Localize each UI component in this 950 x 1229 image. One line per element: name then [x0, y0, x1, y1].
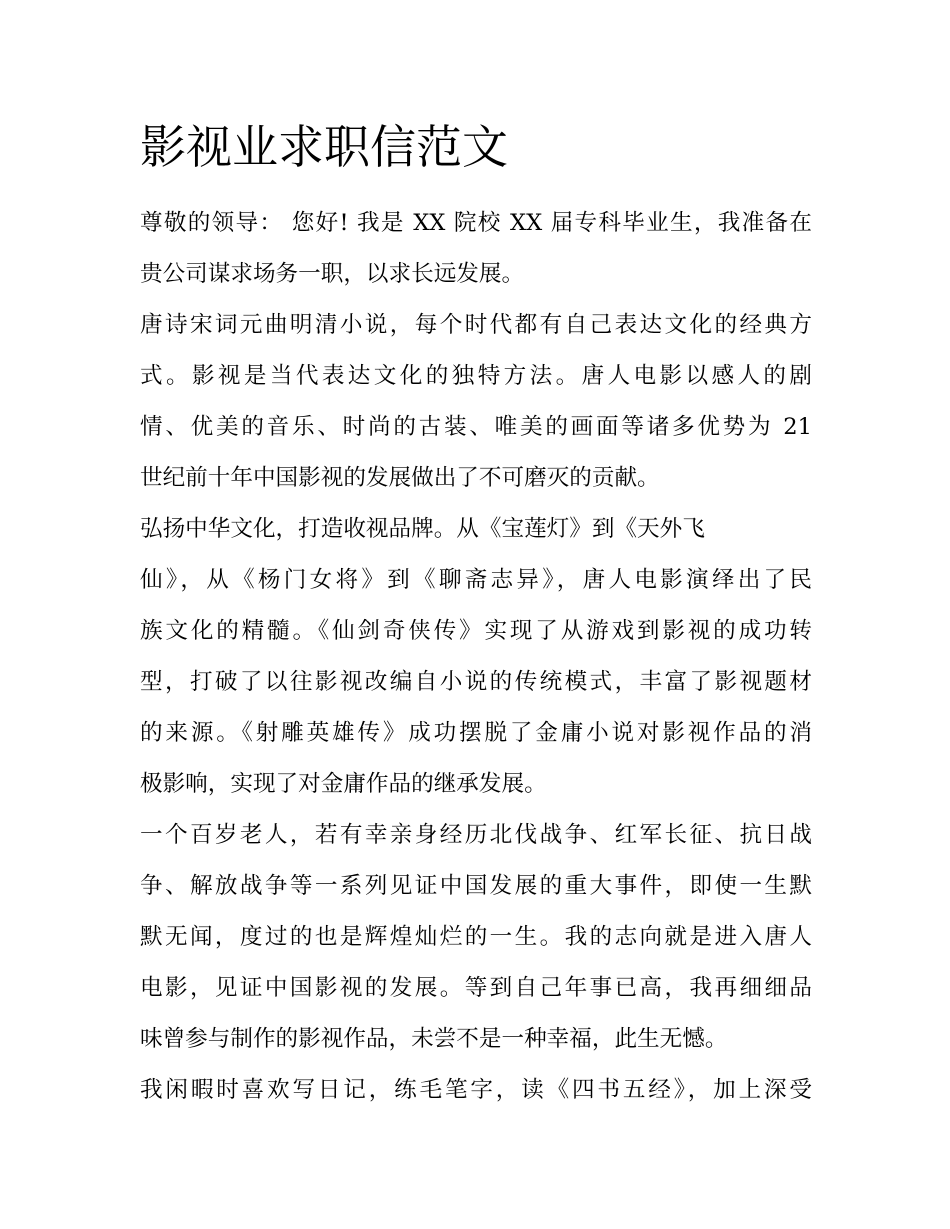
text-line: 情、优美的音乐、时尚的古装、唯美的画面等诸多优势为 21: [140, 414, 812, 440]
text-line: 我闲暇时喜欢写日记，练毛笔字，读《四书五经》，加上深受: [140, 1077, 812, 1103]
text-line: 族文化的精髓。《仙剑奇侠传》实现了从游戏到影视的成功转: [140, 618, 812, 644]
document-title: 影视业求职信范文: [140, 120, 508, 174]
paragraph-culture: [140, 300, 812, 504]
text-line: 型，打破了以往影视改编自小说的传统模式，丰富了影视题材: [140, 669, 812, 695]
text-line: 电影，见证中国影视的发展。等到自己年事已高，我再细细品: [140, 975, 812, 1001]
text-line: 尊敬的领导： 您好! 我是 XX 院校 XX 届专科毕业生，我准备在: [140, 210, 812, 236]
text-line: 仙》，从《杨门女将》到《聊斋志异》，唐人电影演绎出了民: [140, 567, 812, 593]
text-line: 贵公司谋求场务一职，以求长远发展。: [140, 261, 525, 287]
text-line: 的来源。《射雕英雄传》成功摆脱了金庸小说对影视作品的消: [140, 720, 812, 746]
text-line: 味曾参与制作的影视作品，未尝不是一种幸福，此生无憾。: [140, 1026, 728, 1052]
paragraph-salutation: [140, 198, 812, 300]
paragraph-brand: [140, 504, 812, 810]
text-line: 弘扬中华文化，打造收视品牌。从《宝莲灯》到《天外飞: [140, 516, 705, 542]
text-line: 世纪前十年中国影视的发展做出了不可磨灭的贡献。: [140, 465, 660, 491]
text-line: 争、解放战争等一系列见证中国发展的重大事件，即使一生默: [140, 873, 812, 899]
paragraph-hobbies: [140, 1065, 812, 1116]
text-line: 唐诗宋词元曲明清小说，每个时代都有自己表达文化的经典方: [140, 312, 812, 338]
text-line: 极影响，实现了对金庸作品的继承发展。: [140, 771, 547, 797]
paragraph-aspiration: [140, 810, 812, 1065]
text-line: 一个百岁老人，若有幸亲身经历北伐战争、红军长征、抗日战: [140, 822, 812, 848]
text-line: 式。影视是当代表达文化的独特方法。唐人电影以感人的剧: [140, 363, 812, 389]
document-body: [140, 116, 812, 1116]
text-line: 默无闻，度过的也是辉煌灿烂的一生。我的志向就是进入唐人: [140, 924, 812, 950]
